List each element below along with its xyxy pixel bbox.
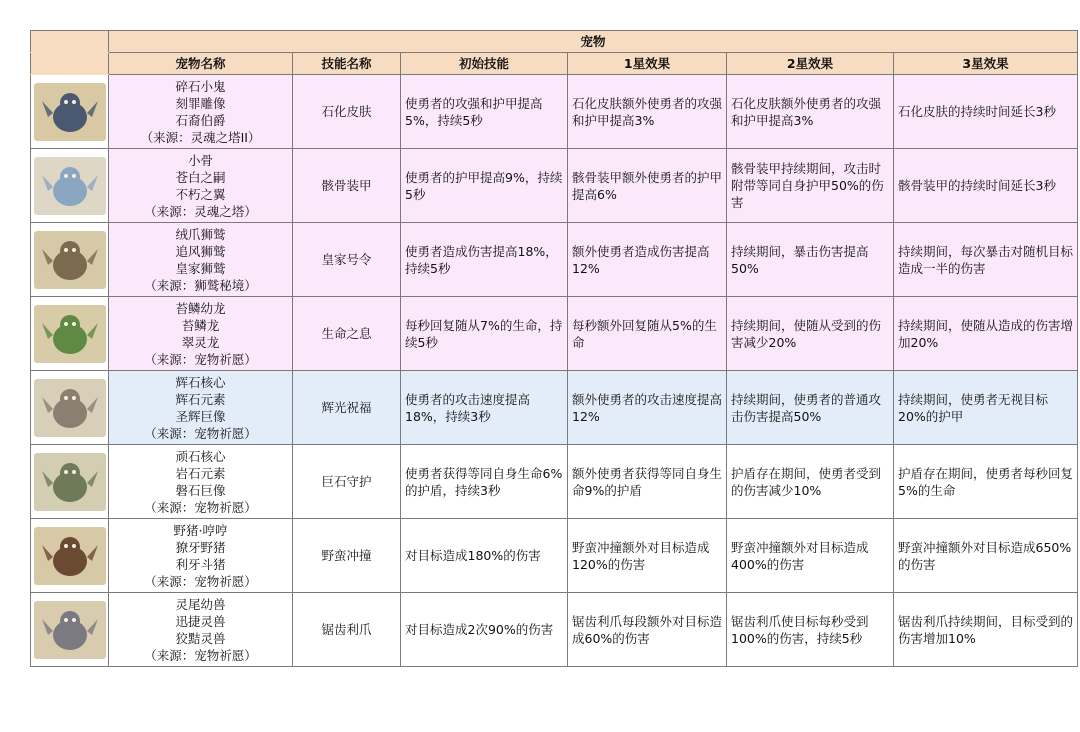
star1-effect-cell: 额外使勇者造成伤害提高12% — [568, 223, 727, 297]
table-row — [31, 445, 1078, 519]
base-skill-cell: 使勇者造成伤害提高18%，持续5秒 — [401, 223, 568, 297]
pet-name: 翠灵龙 — [181, 334, 220, 350]
pet-image-cell — [31, 371, 109, 445]
skill-name-cell: 野蛮冲撞 — [293, 519, 401, 593]
pet-names-cell — [109, 297, 293, 371]
corner-cell — [31, 53, 109, 75]
table-row — [31, 371, 1078, 445]
pet-image-cell — [31, 297, 109, 371]
pet-name: 野猪·哼哼 — [173, 522, 228, 538]
star2-effect-cell: 野蛮冲撞额外对目标造成400%的伤害 — [727, 519, 894, 593]
pet-names-cell — [109, 75, 293, 149]
star1-effect-cell: 额外使勇者获得等同自身生命9%的护盾 — [568, 445, 727, 519]
star2-effect-cell: 锯齿利爪使目标每秒受到100%的伤害，持续5秒 — [727, 593, 894, 667]
pet-source: （来源：宠物祈愿） — [144, 573, 257, 589]
star2-effect-cell: 石化皮肤额外使勇者的攻强和护甲提高3% — [727, 75, 894, 149]
pet-source: （来源：灵魂之塔） — [144, 203, 257, 219]
pet-name: 顽石核心 — [175, 448, 226, 464]
header-pet-name: 宠物名称 — [109, 53, 293, 75]
pet-name: 迅捷灵兽 — [175, 613, 226, 629]
boar-icon — [34, 527, 106, 585]
skill-name-cell: 骸骨装甲 — [293, 149, 401, 223]
star2-effect-cell: 骸骨装甲持续期间，攻击时附带等同自身护甲50%的伤害 — [727, 149, 894, 223]
pet-image-cell — [31, 445, 109, 519]
star2-effect-cell: 持续期间，暴击伤害提高50% — [727, 223, 894, 297]
pet-name: 石裔伯爵 — [175, 112, 226, 128]
star3-effect-cell: 持续期间，使勇者无视目标20%的护甲 — [894, 371, 1078, 445]
header-base-skill: 初始技能 — [401, 53, 568, 75]
pet-name: 圣辉巨像 — [175, 408, 226, 424]
star1-effect-cell: 骸骨装甲额外使勇者的护甲提高6% — [568, 149, 727, 223]
pet-source: （来源：宠物祈愿） — [144, 499, 257, 515]
star3-effect-cell: 持续期间，每次暴击对随机目标造成一半的伤害 — [894, 223, 1078, 297]
griffin-icon — [34, 231, 106, 289]
table-row — [31, 593, 1078, 667]
corner-cell — [31, 31, 109, 53]
header-2star: 2星效果 — [727, 53, 894, 75]
pet-name: 小骨 — [187, 152, 213, 168]
pet-source: （来源：狮鹫秘境） — [144, 277, 257, 293]
pet-source: （来源：宠物祈愿） — [144, 647, 257, 663]
pet-names-cell — [109, 149, 293, 223]
star1-effect-cell: 额外使勇者的攻击速度提高12% — [568, 371, 727, 445]
pet-image-cell — [31, 223, 109, 297]
star3-effect-cell: 锯齿利爪持续期间，目标受到的伤害增加10% — [894, 593, 1078, 667]
pet-names-cell — [109, 519, 293, 593]
pet-name: 皇家狮鹫 — [175, 260, 226, 276]
star3-effect-cell: 野蛮冲撞额外对目标造成650%的伤害 — [894, 519, 1078, 593]
pet-table — [30, 30, 1078, 667]
base-skill-cell: 使勇者的攻强和护甲提高5%，持续5秒 — [401, 75, 568, 149]
skill-name-cell: 生命之息 — [293, 297, 401, 371]
pet-name: 獠牙野猪 — [175, 539, 226, 555]
star3-effect-cell: 持续期间，使随从造成的伤害增加20% — [894, 297, 1078, 371]
base-skill-cell: 每秒回复随从7%的生命，持续5秒 — [401, 297, 568, 371]
pet-image-cell — [31, 519, 109, 593]
pet-image-cell — [31, 75, 109, 149]
base-skill-cell: 对目标造成2次90%的伤害 — [401, 593, 568, 667]
pet-name: 刻罪雕像 — [175, 95, 226, 111]
fox-beast-icon — [34, 601, 106, 659]
pet-names-cell — [109, 223, 293, 297]
table-row — [31, 297, 1078, 371]
pet-name: 狡黠灵兽 — [175, 630, 226, 646]
skill-name-cell: 锯齿利爪 — [293, 593, 401, 667]
pet-name: 辉石核心 — [175, 374, 226, 390]
pet-names-cell — [109, 371, 293, 445]
pet-name: 绒爪狮鹫 — [175, 226, 226, 242]
pet-names-cell — [109, 445, 293, 519]
skeleton-dragon-icon — [34, 157, 106, 215]
star1-effect-cell: 每秒额外回复随从5%的生命 — [568, 297, 727, 371]
table-row — [31, 149, 1078, 223]
stone-imp-icon — [34, 83, 106, 141]
pet-name: 辉石元素 — [175, 391, 226, 407]
pet-name: 追风狮鹫 — [175, 243, 226, 259]
table-title: 宠物 — [109, 31, 1078, 53]
header-skill-name: 技能名称 — [293, 53, 401, 75]
pet-source: （来源：宠物祈愿） — [144, 351, 257, 367]
pet-source: （来源：灵魂之塔II） — [140, 129, 261, 145]
skill-name-cell: 辉光祝福 — [293, 371, 401, 445]
pet-names-cell — [109, 593, 293, 667]
pet-name: 苍白之嗣 — [175, 169, 226, 185]
star1-effect-cell: 锯齿利爪每段额外对目标造成60%的伤害 — [568, 593, 727, 667]
base-skill-cell: 使勇者的护甲提高9%，持续5秒 — [401, 149, 568, 223]
table-row — [31, 223, 1078, 297]
pet-image-cell — [31, 149, 109, 223]
pet-name: 碎石小鬼 — [175, 78, 226, 94]
pet-source: （来源：宠物祈愿） — [144, 425, 257, 441]
table-row — [31, 75, 1078, 149]
rock-golem-icon — [34, 453, 106, 511]
star2-effect-cell: 持续期间，使随从受到的伤害减少20% — [727, 297, 894, 371]
pet-name: 苔鳞幼龙 — [175, 300, 226, 316]
pet-name: 磐石巨像 — [175, 482, 226, 498]
star2-effect-cell: 护盾存在期间，使勇者受到的伤害减少10% — [727, 445, 894, 519]
star3-effect-cell: 护盾存在期间，使勇者每秒回复5%的生命 — [894, 445, 1078, 519]
pet-name: 岩石元素 — [175, 465, 226, 481]
base-skill-cell: 使勇者获得等同自身生命6%的护盾，持续3秒 — [401, 445, 568, 519]
star3-effect-cell: 石化皮肤的持续时间延长3秒 — [894, 75, 1078, 149]
header-1star: 1星效果 — [568, 53, 727, 75]
glowstone-golem-icon — [34, 379, 106, 437]
star2-effect-cell: 持续期间，使勇者的普通攻击伤害提高50% — [727, 371, 894, 445]
star1-effect-cell: 石化皮肤额外使勇者的攻强和护甲提高3% — [568, 75, 727, 149]
pet-name: 苔鳞龙 — [181, 317, 220, 333]
base-skill-cell: 使勇者的攻击速度提高18%，持续3秒 — [401, 371, 568, 445]
pet-name: 灵尾幼兽 — [175, 596, 226, 612]
header-3star: 3星效果 — [894, 53, 1078, 75]
pet-name: 不朽之翼 — [175, 186, 226, 202]
star1-effect-cell: 野蛮冲撞额外对目标造成120%的伤害 — [568, 519, 727, 593]
skill-name-cell: 石化皮肤 — [293, 75, 401, 149]
pet-name: 利牙斗猪 — [175, 556, 226, 572]
skill-name-cell: 巨石守护 — [293, 445, 401, 519]
moss-dragon-icon — [34, 305, 106, 363]
pet-image-cell — [31, 593, 109, 667]
base-skill-cell: 对目标造成180%的伤害 — [401, 519, 568, 593]
star3-effect-cell: 骸骨装甲的持续时间延长3秒 — [894, 149, 1078, 223]
skill-name-cell: 皇家号令 — [293, 223, 401, 297]
table-row — [31, 519, 1078, 593]
